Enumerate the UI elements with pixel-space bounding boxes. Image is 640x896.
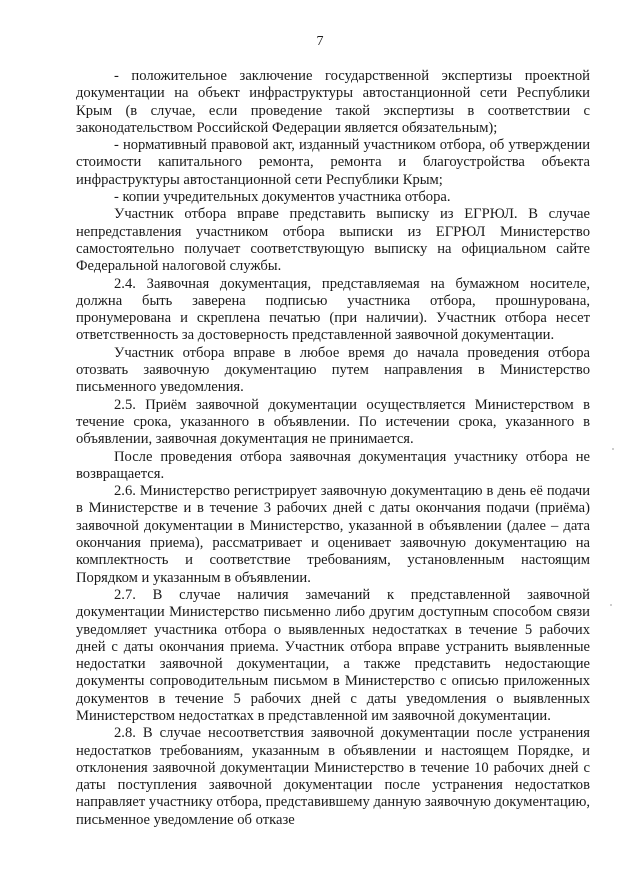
- page-number: 7: [316, 34, 324, 49]
- scan-speck: [610, 604, 612, 606]
- paragraph-founding-documents: - копии учредительных документов участника отбора.: [114, 189, 451, 206]
- paragraph-2-5: 2.5. Приём заявочной документации осуществляется Министерством в течение срока, указанного в объявлении. По истечении срока, указанного в объявлении, заявочная документация не принимается.: [76, 396, 590, 448]
- paragraph-2-7: 2.7. В случае наличия замечаний к представленной заявочной документации Министерство письменно либо другим доступным способом связи уведомляет участника отбора о выявленных недостатках в течение 5 рабочих дней с даты окончания приема. Участник отбора вправе устранить выявленные недостатки заявочной документации, а также представить недостающие документы сопроводительным письмом в Министерство с описью приложенных документов в течение 5 рабочих дней с даты уведомления о выявленных Министерством недостатках в представленной им заявочной документации.: [76, 586, 590, 724]
- paragraph-2-6: 2.6. Министерство регистрирует заявочную документацию в день её подачи в Министерстве и в течение 3 рабочих дней с даты окончания подачи (приёма) заявочной документации в Министерство, указанной в объявлении (далее – дата окончания приема), рассматривает и оценивает заявочную документацию на комплектность и соответствие требованиям, установленным настоящим Порядком и указанным в объявлении.: [76, 483, 590, 586]
- paragraph-normative-act: - нормативный правовой акт, изданный участником отбора, об утверждении стоимости капитального ремонта, ремонта и благоустройства объекта инфраструктуры автостанционной сети Республики Крым;: [76, 137, 590, 188]
- paragraph-egrul-extract: Участник отбора вправе представить выписку из ЕГРЮЛ. В случае непредставления участником отбора выписки из ЕГРЮЛ Министерство самостоятельно получает соответствующую выписку на официальном сайте Федеральной налоговой службы.: [76, 206, 590, 275]
- scan-speck: [612, 448, 614, 450]
- paragraph-2-4: 2.4. Заявочная документация, представляемая на бумажном носителе, должна быть заверена подписью участника отбора, прошнурована, пронумерована и скреплена печатью (при наличии). Участник отбора несет ответственность за достоверность представленной заявочной документации.: [76, 275, 590, 344]
- paragraph-expertise-conclusion: - положительное заключение государственной экспертизы проектной документации на объект инфраструктуры автостанционной сети Республики Крым (в случае, если проведение такой экспертизы в соответствии с законодательством Российской Федерации является обязательным);: [76, 68, 590, 136]
- paragraph-withdrawal: Участник отбора вправе в любое время до начала проведения отбора отозвать заявочную документацию путем направления в Министерство письменного уведомления.: [76, 344, 590, 396]
- paragraph-no-return: После проведения отбора заявочная документация участнику отбора не возвращается.: [76, 448, 590, 482]
- paragraph-2-8: 2.8. В случае несоответствия заявочной документации после устранения недостатков требованиям, указанным в объявлении и настоящем Порядке, и отклонения заявочной документации Министерство в течение 10 рабочих дней с даты поступления заявочной документации после устранения недостатков направляет участнику отбора, представившему данную заявочную документацию, письменное уведомление об отказе: [76, 725, 590, 828]
- document-body: [76, 68, 590, 829]
